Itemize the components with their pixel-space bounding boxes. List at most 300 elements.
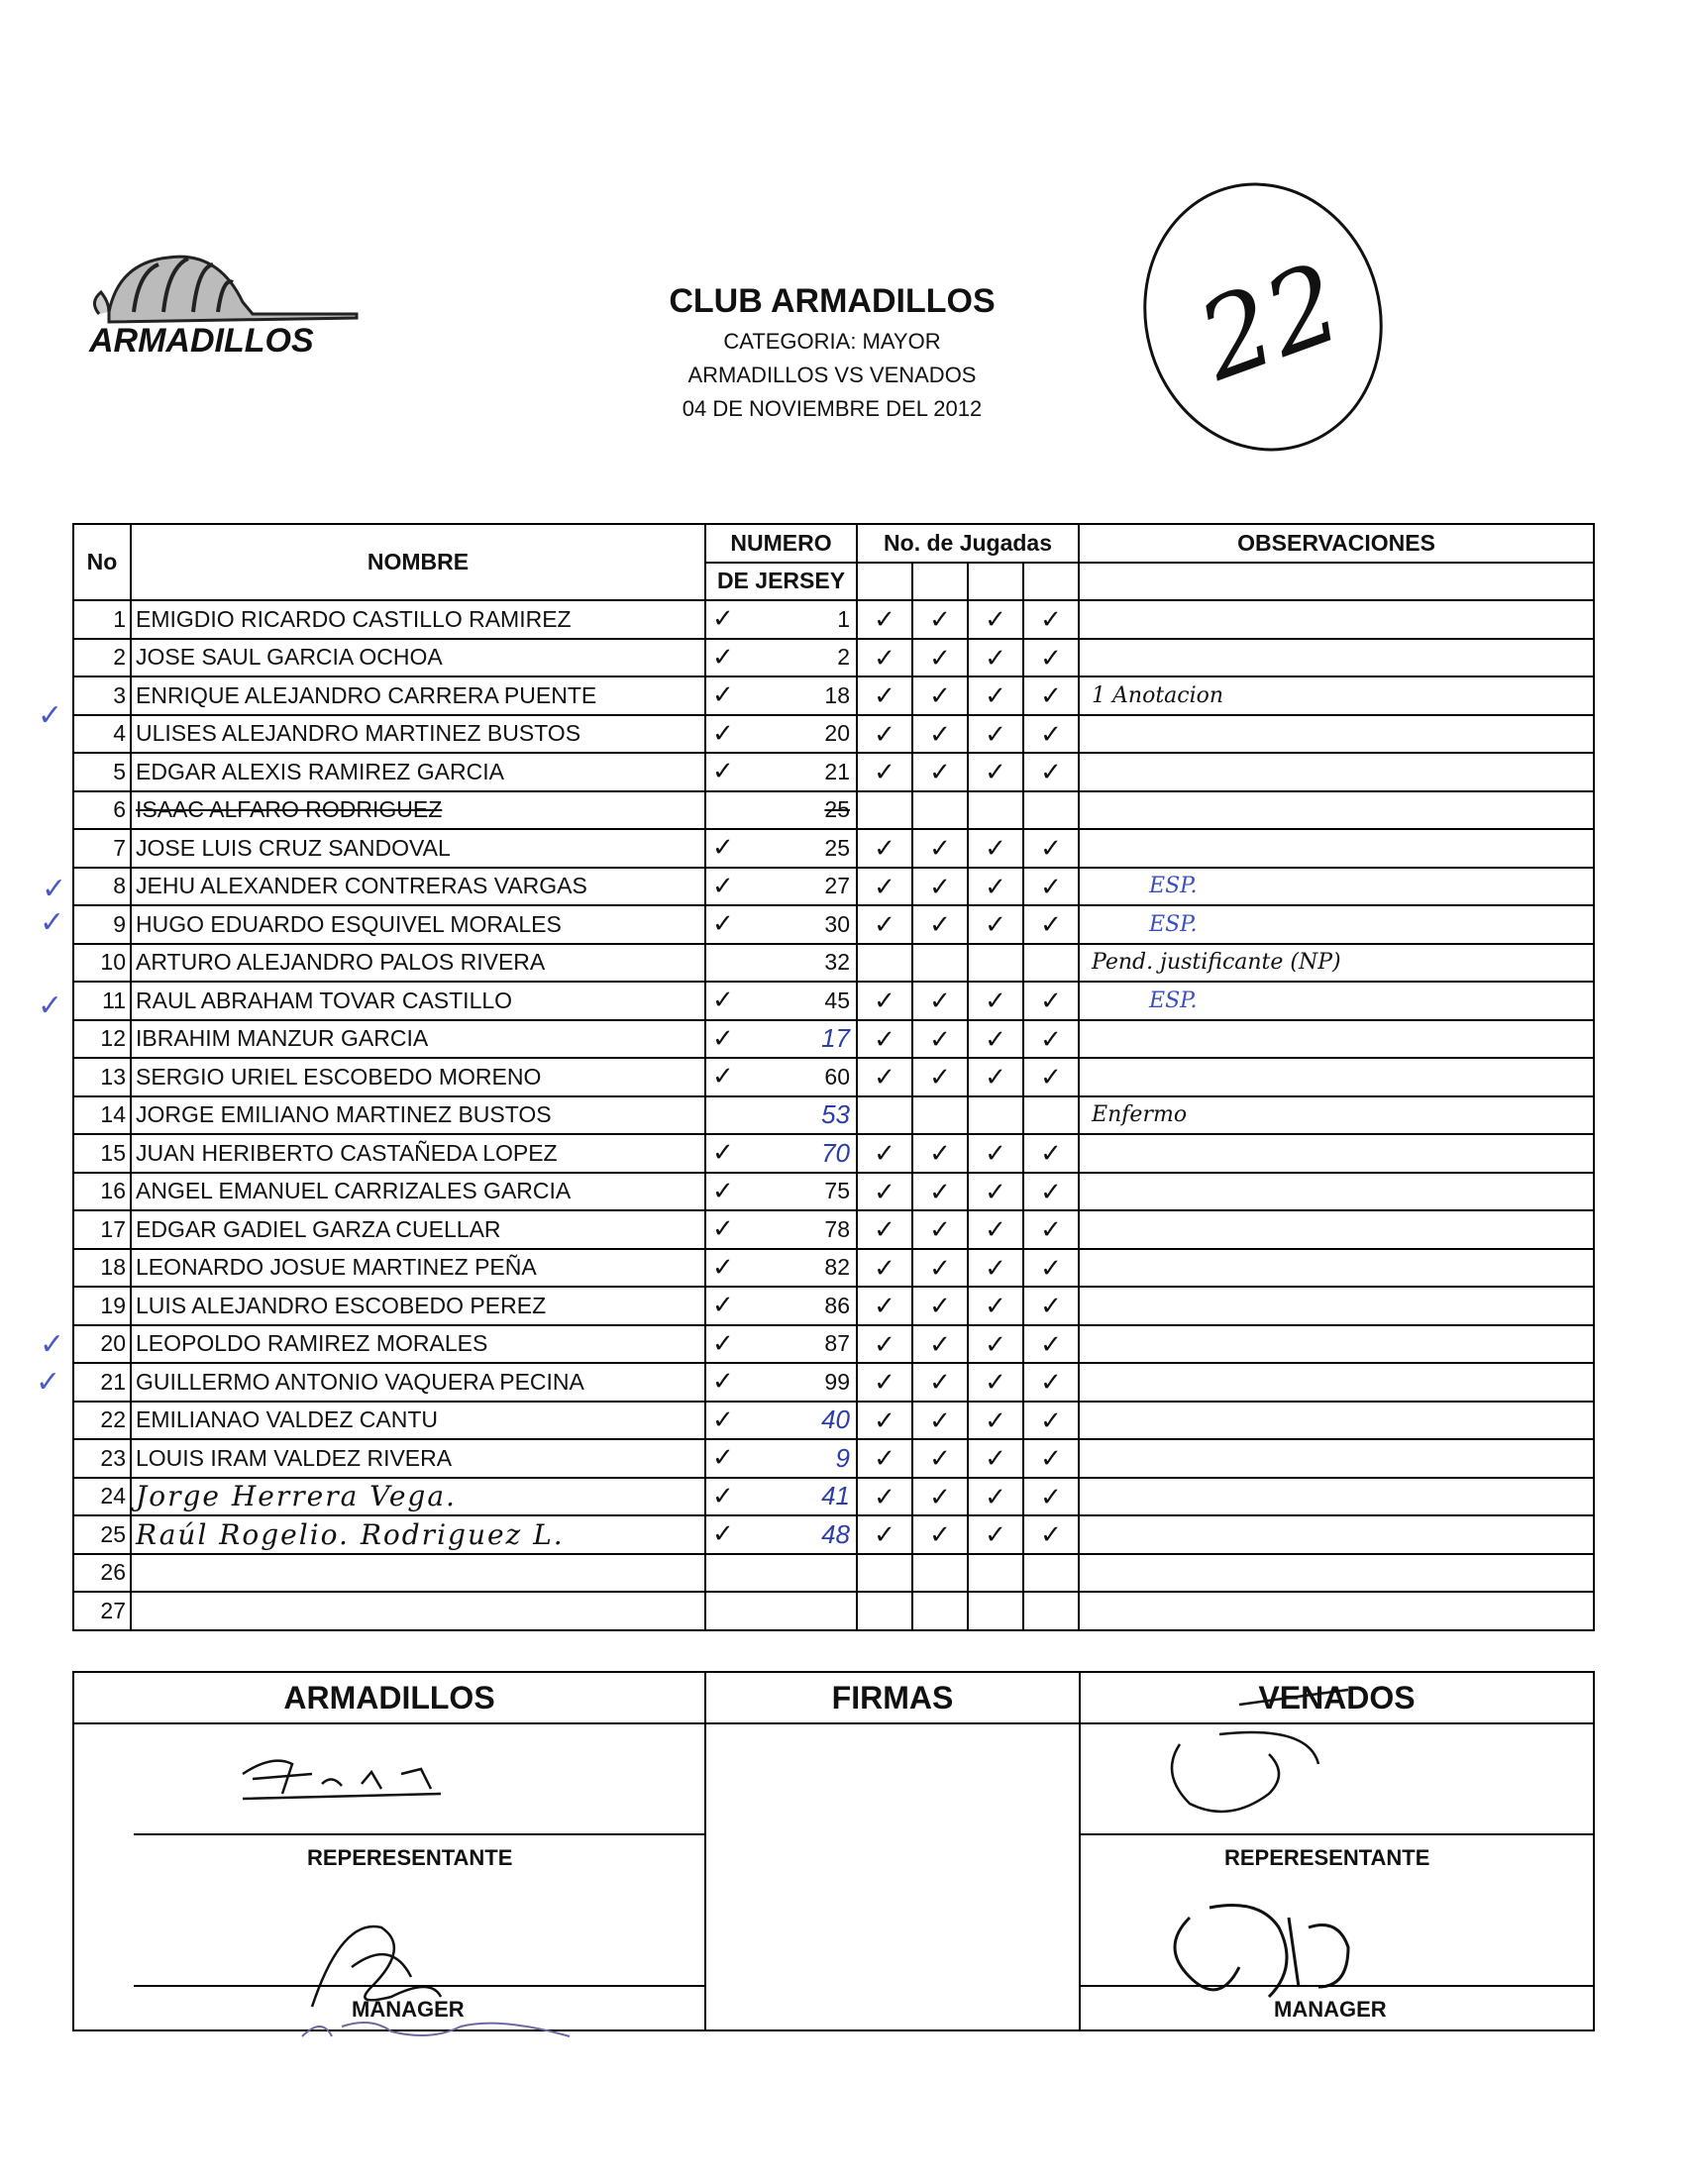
jersey-number — [705, 868, 857, 906]
play-check: ✓ — [857, 1058, 912, 1096]
jersey-number-text: 25 — [824, 834, 850, 861]
jersey-number — [705, 1478, 857, 1516]
jersey-number-text: 9 — [835, 1442, 850, 1473]
player-name — [131, 1402, 705, 1440]
player-name — [131, 1134, 705, 1173]
signatures-title: FIRMAS — [705, 1672, 1080, 1723]
play-check: ✓ — [912, 1210, 968, 1249]
check-icon: ✓ — [712, 1442, 734, 1472]
play-check — [912, 791, 968, 830]
player-name — [131, 944, 705, 983]
observation — [1079, 715, 1594, 754]
header-obs-blank — [1079, 563, 1594, 601]
player-name-text: RAUL ABRAHAM TOVAR CASTILLO — [136, 987, 513, 1013]
margin-check-icon: ✓ — [38, 699, 63, 732]
representative-label-venados: REPERESENTANTE — [1224, 1845, 1430, 1870]
observation — [1079, 1325, 1594, 1364]
jersey-number — [705, 905, 857, 944]
category-line: CATEGORIA: MAYOR — [723, 329, 941, 354]
player-name — [131, 868, 705, 906]
play-check — [857, 1554, 912, 1593]
row-number: 11 — [73, 982, 131, 1020]
observation: ESP. — [1079, 905, 1594, 944]
margin-check-icon: ✓ — [40, 906, 65, 939]
table-row — [73, 1554, 1594, 1593]
table-row — [73, 1096, 1594, 1135]
play-check: ✓ — [857, 753, 912, 791]
table-row — [73, 753, 1594, 791]
play-check: ✓ — [857, 1439, 912, 1478]
play-check: ✓ — [912, 676, 968, 715]
observation — [1079, 1554, 1594, 1593]
table-row — [73, 1173, 1594, 1211]
play-check: ✓ — [968, 676, 1023, 715]
check-icon: ✓ — [712, 1022, 734, 1053]
table-row — [73, 1058, 1594, 1096]
row-number: 8 — [73, 868, 131, 906]
table-row — [73, 715, 1594, 754]
play-check: ✓ — [1023, 982, 1079, 1020]
play-check: ✓ — [968, 639, 1023, 677]
play-check: ✓ — [968, 1173, 1023, 1211]
jersey-number — [705, 715, 857, 754]
observation — [1079, 1173, 1594, 1211]
jersey-number — [705, 1592, 857, 1630]
signature-line — [1081, 1833, 1593, 1835]
margin-check-icon: ✓ — [36, 1366, 61, 1399]
jersey-number — [705, 1325, 857, 1364]
row-number: 18 — [73, 1249, 131, 1288]
jersey-number — [705, 1402, 857, 1440]
header-observations: OBSERVACIONES — [1079, 524, 1594, 563]
row-number: 5 — [73, 753, 131, 791]
table-row — [73, 1287, 1594, 1325]
player-name — [131, 639, 705, 677]
row-number: 21 — [73, 1363, 131, 1402]
check-icon: ✓ — [712, 603, 734, 633]
observation — [1079, 1210, 1594, 1249]
player-name-text: EDGAR GADIEL GARZA CUELLAR — [136, 1215, 501, 1242]
row-number: 1 — [73, 600, 131, 639]
player-name-text: ENRIQUE ALEJANDRO CARRERA PUENTE — [136, 681, 597, 708]
check-icon: ✓ — [712, 1366, 734, 1396]
armadillos-signature-area — [73, 1723, 705, 2030]
play-check: ✓ — [857, 1020, 912, 1059]
check-icon: ✓ — [712, 1061, 734, 1091]
row-number: 22 — [73, 1402, 131, 1440]
player-name — [131, 1592, 705, 1630]
play-check — [912, 944, 968, 983]
play-check — [968, 1096, 1023, 1135]
check-icon: ✓ — [712, 756, 734, 785]
row-number: 19 — [73, 1287, 131, 1325]
jersey-number — [705, 944, 857, 983]
play-check: ✓ — [968, 753, 1023, 791]
observation: Pend. justificante (NP) — [1079, 944, 1594, 983]
player-name — [131, 1439, 705, 1478]
jersey-number-text: 45 — [824, 987, 850, 1013]
jersey-number — [705, 753, 857, 791]
jersey-number-text: 1 — [837, 605, 850, 632]
player-name — [131, 600, 705, 639]
play-check — [857, 791, 912, 830]
table-row — [73, 1210, 1594, 1249]
header-jersey-line1: NUMERO — [705, 524, 857, 563]
play-check: ✓ — [857, 982, 912, 1020]
table-row — [73, 676, 1594, 715]
table-row — [73, 868, 1594, 906]
jersey-number — [705, 1096, 857, 1135]
observation — [1079, 1439, 1594, 1478]
player-name — [131, 1249, 705, 1288]
play-check: ✓ — [857, 1210, 912, 1249]
player-name — [131, 982, 705, 1020]
row-number: 20 — [73, 1325, 131, 1364]
play-check: ✓ — [912, 1439, 968, 1478]
table-row — [73, 944, 1594, 983]
jersey-number-text: 75 — [824, 1178, 850, 1204]
play-check: ✓ — [857, 600, 912, 639]
play-check: ✓ — [968, 1249, 1023, 1288]
play-check: ✓ — [968, 829, 1023, 868]
player-name — [131, 1096, 705, 1135]
player-name — [131, 1325, 705, 1364]
player-name-text: EDGAR ALEXIS RAMIREZ GARCIA — [136, 758, 504, 784]
header-no: No — [73, 524, 131, 600]
play-check: ✓ — [968, 1210, 1023, 1249]
play-check: ✓ — [857, 1478, 912, 1516]
observation — [1079, 1134, 1594, 1173]
observation — [1079, 753, 1594, 791]
row-number: 14 — [73, 1096, 131, 1135]
play-check: ✓ — [912, 1134, 968, 1173]
observation — [1079, 829, 1594, 868]
player-name-text: HUGO EDUARDO ESQUIVEL MORALES — [136, 910, 562, 937]
play-check: ✓ — [857, 1325, 912, 1364]
play-check: ✓ — [912, 982, 968, 1020]
jersey-number — [705, 1020, 857, 1059]
jersey-number — [705, 1058, 857, 1096]
roster-body — [73, 600, 1594, 1630]
jersey-number — [705, 829, 857, 868]
player-name — [131, 1020, 705, 1059]
signature-line — [134, 1833, 704, 1835]
play-check: ✓ — [968, 868, 1023, 906]
play-check: ✓ — [1023, 829, 1079, 868]
row-number: 12 — [73, 1020, 131, 1059]
player-name — [131, 753, 705, 791]
jersey-number-text: 78 — [824, 1215, 850, 1242]
player-name-text: LUIS ALEJANDRO ESCOBEDO PEREZ — [136, 1292, 547, 1318]
play-check: ✓ — [968, 1287, 1023, 1325]
play-check: ✓ — [857, 676, 912, 715]
player-name-text: SERGIO URIEL ESCOBEDO MORENO — [136, 1063, 542, 1090]
play-check — [857, 944, 912, 983]
play-check: ✓ — [1023, 1249, 1079, 1288]
player-name — [131, 829, 705, 868]
table-row — [73, 639, 1594, 677]
play-check: ✓ — [968, 1515, 1023, 1554]
play-check: ✓ — [968, 1058, 1023, 1096]
table-row — [73, 1515, 1594, 1554]
play-check: ✓ — [968, 1020, 1023, 1059]
table-row — [73, 905, 1594, 944]
jersey-number-text: 99 — [824, 1368, 850, 1395]
row-number: 13 — [73, 1058, 131, 1096]
check-icon: ✓ — [712, 985, 734, 1014]
play-check: ✓ — [857, 1515, 912, 1554]
representative-signature-venados — [1120, 1685, 1378, 1833]
player-name-text: EMIGDIO RICARDO CASTILLO RAMIREZ — [136, 605, 572, 632]
observation — [1079, 791, 1594, 830]
jersey-number — [705, 1134, 857, 1173]
play-check: ✓ — [912, 829, 968, 868]
jersey-number — [705, 600, 857, 639]
circled-number-annotation — [1129, 168, 1397, 466]
play-check: ✓ — [1023, 1210, 1079, 1249]
play-check: ✓ — [857, 715, 912, 754]
table-row — [73, 1134, 1594, 1173]
table-row — [73, 791, 1594, 830]
play-check: ✓ — [1023, 600, 1079, 639]
jersey-number — [705, 791, 857, 830]
play-check: ✓ — [968, 1363, 1023, 1402]
representative-signature-armadillos — [233, 1744, 451, 1804]
manager-label-armadillos: MANAGER — [352, 1997, 465, 2022]
player-name-text: JOSE SAUL GARCIA OCHOA — [136, 644, 443, 671]
row-number: 10 — [73, 944, 131, 983]
play-check: ✓ — [857, 905, 912, 944]
check-icon: ✓ — [712, 1213, 734, 1243]
player-name-text: JORGE EMILIANO MARTINEZ BUSTOS — [136, 1101, 552, 1128]
play-check: ✓ — [1023, 1515, 1079, 1554]
jersey-number — [705, 1287, 857, 1325]
row-number: 26 — [73, 1554, 131, 1593]
play-check: ✓ — [912, 600, 968, 639]
check-icon: ✓ — [712, 832, 734, 862]
play-check: ✓ — [912, 1020, 968, 1059]
play-check — [968, 1592, 1023, 1630]
roster-table — [72, 523, 1595, 1631]
row-number: 9 — [73, 905, 131, 944]
player-name-text: Jorge Herrera Vega. — [136, 1480, 457, 1513]
observation — [1079, 1249, 1594, 1288]
row-number: 23 — [73, 1439, 131, 1478]
jersey-number-text: 30 — [824, 910, 850, 937]
row-number: 6 — [73, 791, 131, 830]
representative-label-armadillos: REPERESENTANTE — [307, 1845, 513, 1870]
play-check: ✓ — [857, 1134, 912, 1173]
play-check: ✓ — [857, 1173, 912, 1211]
play-check: ✓ — [912, 905, 968, 944]
table-row — [73, 982, 1594, 1020]
player-name-text: JEHU ALEXANDER CONTRERAS VARGAS — [136, 873, 587, 899]
play-check — [1023, 944, 1079, 983]
margin-check-icon: ✓ — [42, 873, 67, 905]
check-icon: ✓ — [712, 908, 734, 938]
jersey-number — [705, 982, 857, 1020]
play-check: ✓ — [1023, 1363, 1079, 1402]
player-name-text: JUAN HERIBERTO CASTAÑEDA LOPEZ — [136, 1139, 558, 1166]
play-check: ✓ — [968, 1439, 1023, 1478]
play-check — [912, 1554, 968, 1593]
jersey-number-text: 20 — [824, 720, 850, 747]
jersey-number-text: 87 — [824, 1330, 850, 1357]
document-header — [555, 282, 1109, 430]
row-number: 4 — [73, 715, 131, 754]
check-icon: ✓ — [712, 1175, 734, 1205]
play-check — [912, 1592, 968, 1630]
check-icon: ✓ — [712, 679, 734, 709]
table-row — [73, 1439, 1594, 1478]
observation: 1 Anotacion — [1079, 676, 1594, 715]
player-name — [131, 676, 705, 715]
table-row — [73, 600, 1594, 639]
play-check — [912, 1096, 968, 1135]
play-check: ✓ — [1023, 1439, 1079, 1478]
jersey-number — [705, 1173, 857, 1211]
play-check — [968, 791, 1023, 830]
observation: ESP. — [1079, 868, 1594, 906]
play-check — [857, 1096, 912, 1135]
observation: Enfermo — [1079, 1096, 1594, 1135]
check-icon: ✓ — [712, 1480, 734, 1510]
jersey-number-text: 60 — [824, 1063, 850, 1090]
check-icon: ✓ — [712, 1290, 734, 1319]
row-number: 16 — [73, 1173, 131, 1211]
signatures-middle-area — [705, 1723, 1080, 2030]
row-number: 2 — [73, 639, 131, 677]
player-name-text: LEONARDO JOSUE MARTINEZ PEÑA — [136, 1254, 537, 1281]
play-check: ✓ — [1023, 1173, 1079, 1211]
row-number: 25 — [73, 1515, 131, 1554]
header-jersey-line2: DE JERSEY — [705, 563, 857, 601]
jersey-number-text: 48 — [821, 1518, 850, 1549]
play-check: ✓ — [912, 1249, 968, 1288]
play-check: ✓ — [912, 1515, 968, 1554]
play-check: ✓ — [1023, 905, 1079, 944]
observation — [1079, 600, 1594, 639]
check-icon: ✓ — [712, 717, 734, 748]
player-name-text: JOSE LUIS CRUZ SANDOVAL — [136, 834, 451, 861]
table-row — [73, 1592, 1594, 1630]
play-check: ✓ — [857, 1402, 912, 1440]
play-check — [1023, 1554, 1079, 1593]
row-number: 24 — [73, 1478, 131, 1516]
check-icon: ✓ — [712, 1137, 734, 1167]
observation — [1079, 1592, 1594, 1630]
play-check: ✓ — [1023, 868, 1079, 906]
play-check: ✓ — [857, 1363, 912, 1402]
table-row — [73, 829, 1594, 868]
jersey-number-text: 2 — [837, 644, 850, 671]
play-check: ✓ — [1023, 715, 1079, 754]
player-name-text: EMILIANAO VALDEZ CANTU — [136, 1406, 439, 1433]
jersey-number — [705, 1515, 857, 1554]
row-number: 7 — [73, 829, 131, 868]
player-name-text: LEOPOLDO RAMIREZ MORALES — [136, 1330, 488, 1357]
margin-check-icon: ✓ — [38, 989, 63, 1022]
jersey-number-text: 27 — [824, 873, 850, 899]
jersey-number-text: 82 — [824, 1254, 850, 1281]
table-row — [73, 1249, 1594, 1288]
play-check: ✓ — [1023, 1020, 1079, 1059]
play-check: ✓ — [1023, 1287, 1079, 1325]
play-check: ✓ — [912, 715, 968, 754]
observation — [1079, 1515, 1594, 1554]
jersey-number-text: 18 — [824, 681, 850, 708]
jersey-number — [705, 1439, 857, 1478]
play-check — [1023, 1592, 1079, 1630]
venados-signature-title: VENADOS — [1080, 1672, 1594, 1723]
jersey-number-text: 21 — [824, 758, 850, 784]
table-row — [73, 1020, 1594, 1059]
margin-check-icon: ✓ — [40, 1328, 65, 1361]
venados-signature-area — [1080, 1723, 1594, 2030]
jersey-number-text: 32 — [824, 949, 850, 976]
player-name — [131, 905, 705, 944]
header-plays: No. de Jugadas — [857, 524, 1079, 563]
observation — [1079, 1478, 1594, 1516]
play-check: ✓ — [968, 1478, 1023, 1516]
check-icon: ✓ — [712, 1518, 734, 1548]
manager-signature-armadillos — [292, 1898, 589, 2046]
header-play-blank — [912, 563, 968, 601]
play-check: ✓ — [968, 715, 1023, 754]
signature-table — [72, 1671, 1595, 2031]
player-name-text: ISAAC ALFARO RODRIGUEZ — [136, 796, 443, 823]
jersey-number-text: 41 — [821, 1481, 850, 1511]
player-name — [131, 1287, 705, 1325]
jersey-number-text: 17 — [821, 1023, 850, 1054]
play-check: ✓ — [912, 1363, 968, 1402]
row-number: 3 — [73, 676, 131, 715]
play-check: ✓ — [968, 1402, 1023, 1440]
play-check: ✓ — [1023, 753, 1079, 791]
date-line: 04 DE NOVIEMBRE DEL 2012 — [682, 396, 983, 421]
play-check: ✓ — [968, 1134, 1023, 1173]
player-name-text: ULISES ALEJANDRO MARTINEZ BUSTOS — [136, 720, 581, 747]
circled-number: 22 — [1183, 238, 1357, 405]
armadillos-logo — [79, 243, 376, 362]
player-name — [131, 1210, 705, 1249]
play-check — [1023, 791, 1079, 830]
play-check — [968, 1554, 1023, 1593]
player-name-text: ARTURO ALEJANDRO PALOS RIVERA — [136, 949, 546, 976]
logo-text: ARMADILLOS — [89, 322, 314, 360]
match-line: ARMADILLOS VS VENADOS — [687, 363, 977, 387]
observation — [1079, 1058, 1594, 1096]
observation — [1079, 1363, 1594, 1402]
play-check: ✓ — [1023, 676, 1079, 715]
play-check: ✓ — [968, 1325, 1023, 1364]
play-check: ✓ — [1023, 1058, 1079, 1096]
play-check: ✓ — [912, 868, 968, 906]
check-icon: ✓ — [712, 641, 734, 672]
player-name-text: IBRAHIM MANZUR GARCIA — [136, 1025, 429, 1052]
play-check: ✓ — [1023, 1402, 1079, 1440]
row-number: 17 — [73, 1210, 131, 1249]
play-check: ✓ — [912, 1325, 968, 1364]
armadillos-signature-title: ARMADILLOS — [73, 1672, 705, 1723]
play-check: ✓ — [912, 1402, 968, 1440]
play-check: ✓ — [857, 829, 912, 868]
observation: ESP. — [1079, 982, 1594, 1020]
signature-line — [1081, 1985, 1593, 1987]
check-icon: ✓ — [712, 870, 734, 900]
player-name — [131, 1478, 705, 1516]
play-check: ✓ — [857, 868, 912, 906]
